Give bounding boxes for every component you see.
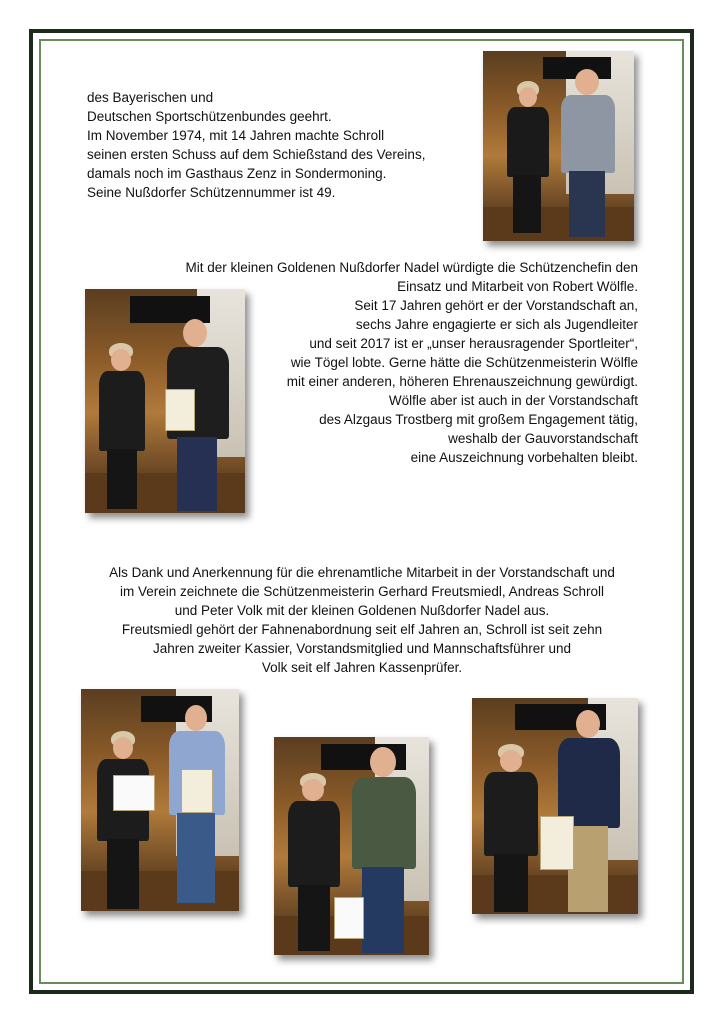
text-line: Wölfle aber ist auch in der Vorstandschaft: [388, 393, 638, 408]
text-line: mit einer anderen, höheren Ehrenauszeichnung gewürdigt.: [286, 374, 638, 389]
text-line: eine Auszeichnung vorbehalten bleibt.: [410, 450, 638, 465]
text-line: Freutsmiedl gehört der Fahnenabordnung seit elf Jahren an, Schroll ist seit zehn: [121, 622, 603, 637]
text-line: und Peter Volk mit der kleinen Goldenen Nußdorfer Nadel aus.: [174, 603, 550, 618]
text-line: des Bayerischen und: [87, 90, 214, 105]
text-line: Deutschen Sportschützenbundes geehrt.: [87, 109, 332, 124]
text-line: weshalb der Gauvorstandschaft: [448, 431, 638, 446]
text-line: Mit der kleinen Goldenen Nußdorfer Nadel würdigte die Schützenchefin den: [185, 260, 638, 275]
photo-award-schroll-2: [274, 737, 429, 955]
text-line: sechs Jahre engagierte er sich als Jugendleiter: [355, 317, 638, 332]
text-line: und seit 2017 ist er „unser herausragender Sportleiter“,: [309, 336, 638, 351]
paragraph-pins-thanks: [86, 563, 638, 677]
photo-award-freutsmiedl: [81, 689, 239, 911]
text-line: Einsatz und Mitarbeit von Robert Wölfle.: [397, 279, 638, 294]
photo-award-woelfle: [85, 289, 245, 513]
text-line: Volk seit elf Jahren Kassenprüfer.: [261, 660, 463, 675]
text-line: wie Tögel lobte. Gerne hätte die Schützenmeisterin Wölfle: [290, 355, 638, 370]
photo-award-schroll: [483, 51, 634, 241]
text-line: des Alzgaus Trostberg mit großem Engagement tätig,: [319, 412, 638, 427]
paragraph-woelfle: [185, 258, 638, 467]
text-line: Seit 17 Jahren gehört er der Vorstandschaft an,: [354, 298, 638, 313]
text-line: Jahren zweiter Kassier, Vorstandsmitglied und Mannschaftsführer und: [153, 641, 571, 656]
text-line: Als Dank und Anerkennung für die ehrenamtliche Mitarbeit in der Vorstandschaft und: [109, 565, 615, 580]
text-line: damals noch im Gasthaus Zenz in Sondermoning.: [87, 166, 387, 181]
paragraph-schroll-intro: [87, 88, 425, 202]
text-line: Im November 1974, mit 14 Jahren machte Schroll: [87, 128, 385, 143]
text-line: Seine Nußdorfer Schützennummer ist 49.: [87, 185, 336, 200]
text-line: seinen ersten Schuss auf dem Schießstand des Vereins,: [87, 147, 426, 162]
photo-award-volk: [472, 698, 638, 914]
text-line: im Verein zeichnete die Schützenmeisterin Gerhard Freutsmiedl, Andreas Schroll: [120, 584, 604, 599]
